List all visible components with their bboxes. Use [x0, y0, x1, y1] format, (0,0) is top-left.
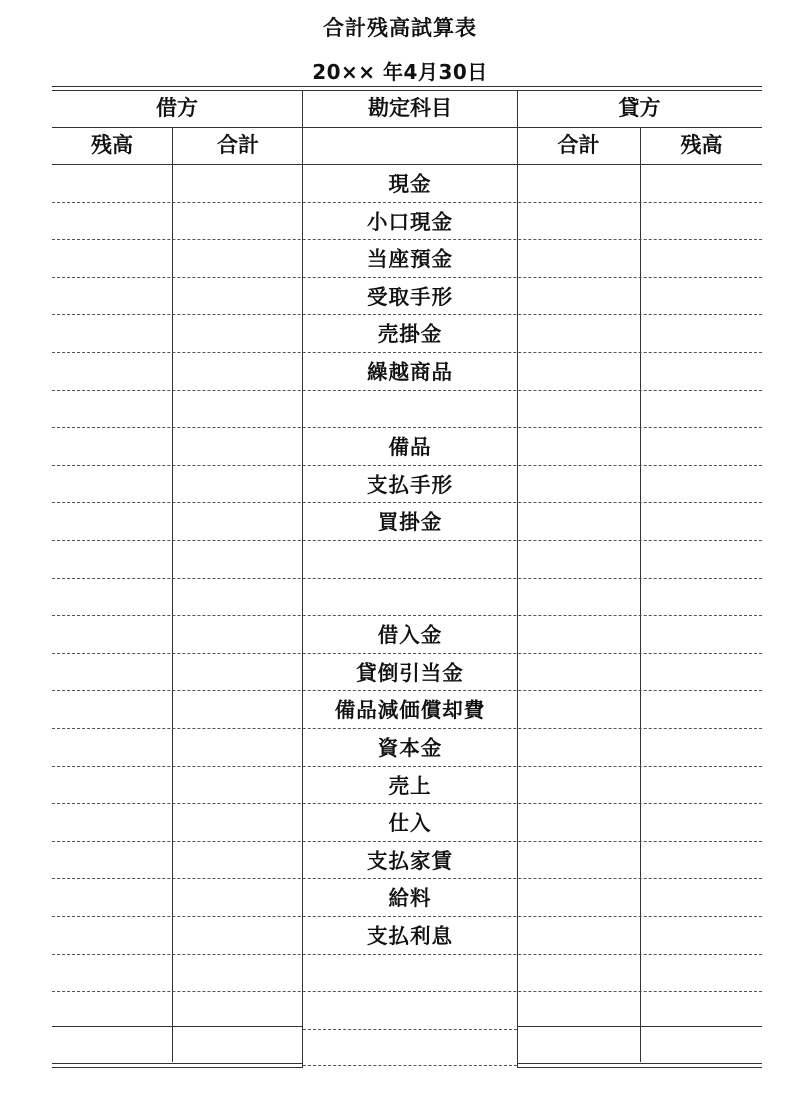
bottom-rule-credit-1: [517, 1063, 762, 1064]
account-title-cell: 買掛金: [377, 510, 443, 535]
account-title-cell: 資本金: [377, 736, 443, 760]
account-title-cell: 支払手形: [367, 472, 453, 497]
divider-account-credit: [517, 90, 518, 1068]
account-title-cell: 支払家賃: [367, 848, 453, 873]
row-separator: [303, 1029, 517, 1030]
account-title-cell: 仕入: [388, 811, 432, 836]
account-title-cell: 小口現金: [367, 209, 453, 234]
empty-account-cell: [303, 991, 517, 1029]
account-title-cell: 借入金: [377, 623, 443, 648]
account-title-cell: 支払利息: [367, 924, 453, 948]
empty-account-cell: [303, 390, 517, 428]
header-debit: 借方: [156, 96, 198, 120]
header-credit: 貸方: [618, 96, 661, 120]
account-title-cell: 受取手形: [367, 284, 453, 309]
account-title-cell: 売掛金: [377, 322, 443, 347]
bottom-rule-debit-2: [52, 1067, 303, 1068]
header-account-title: 勘定科目: [368, 96, 452, 120]
top-rule-outer: [52, 86, 762, 87]
bottom-rule-credit-2: [517, 1067, 762, 1068]
empty-account-cell: [303, 954, 517, 992]
total-rule-debit: [52, 1026, 303, 1027]
page-title: 合計残高試算表: [323, 16, 477, 40]
account-title-cell: 現金: [388, 172, 432, 196]
account-title-cell: 繰越商品: [367, 360, 453, 384]
divider-debit-balance-total: [172, 127, 173, 1062]
header-credit-balance: 残高: [680, 133, 723, 157]
account-title-cell: 貸倒引当金: [356, 660, 464, 685]
bottom-rule-account: [303, 1065, 517, 1066]
header-debit-balance: 残高: [91, 133, 133, 157]
header-credit-total: 合計: [557, 133, 600, 157]
account-title-cell: 備品減価償却費: [334, 698, 486, 723]
account-title-cell: 当座預金: [367, 247, 453, 272]
divider-credit-total-balance: [640, 127, 641, 1062]
account-title-cell: 備品: [388, 435, 432, 460]
report-date: 20×× 年4月30日: [312, 60, 488, 84]
empty-account-cell: [303, 578, 517, 616]
account-title-cell: 給料: [388, 886, 432, 911]
account-title-cell: 売上: [388, 773, 432, 798]
total-rule-credit: [517, 1026, 762, 1027]
header-debit-total: 合計: [217, 133, 259, 157]
empty-account-cell: [303, 540, 517, 578]
bottom-rule-debit-1: [52, 1063, 303, 1064]
